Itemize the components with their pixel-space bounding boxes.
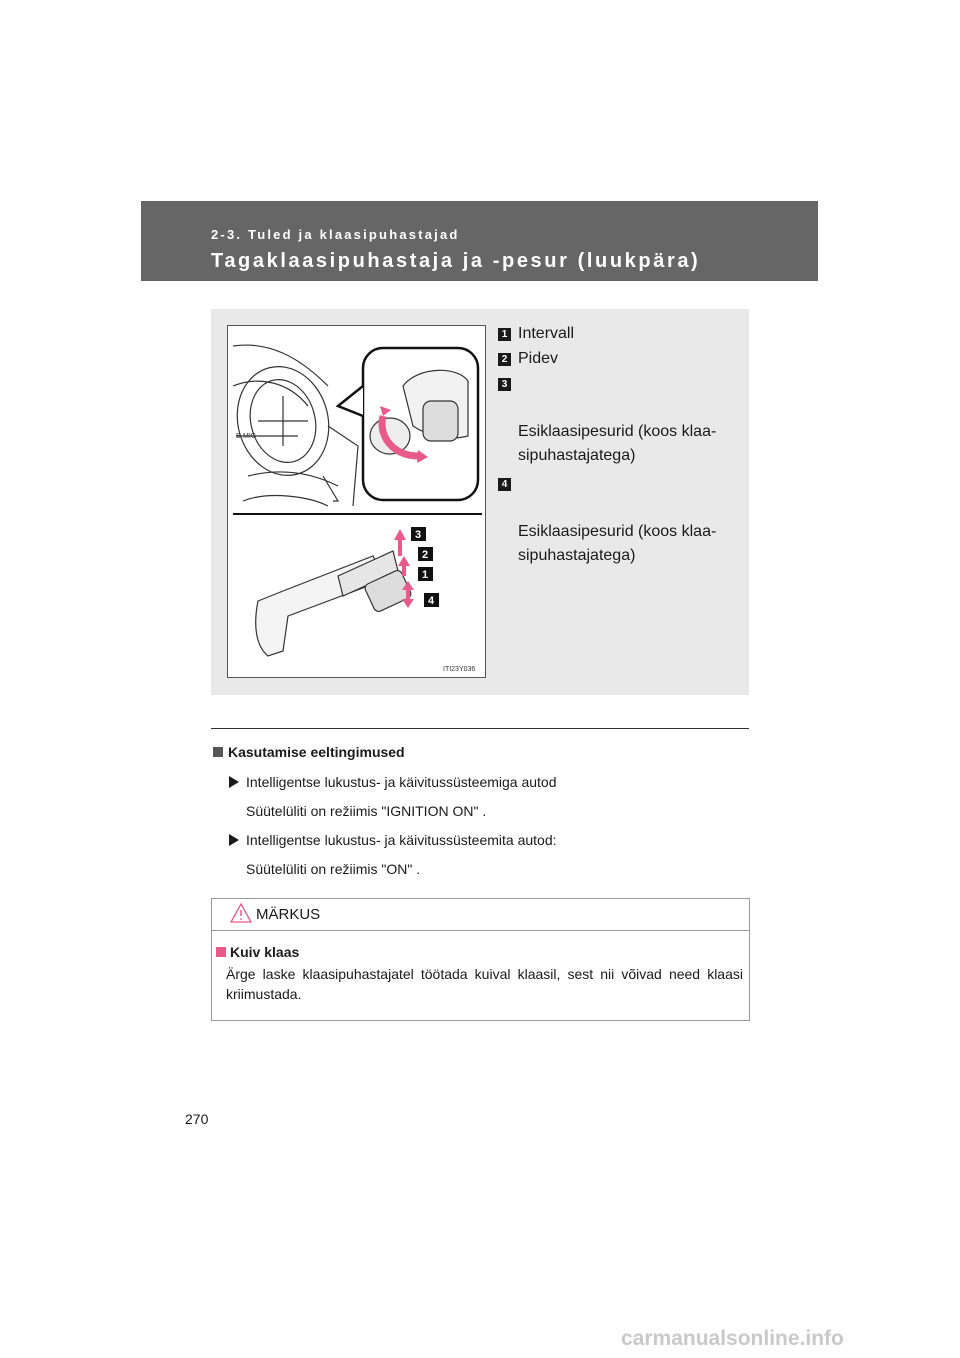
watermark: carmanualsonline.info xyxy=(621,1327,844,1350)
section-header xyxy=(141,201,818,281)
callout-label: 3 xyxy=(415,529,422,541)
condition-detail xyxy=(213,859,749,879)
square-bullet-icon xyxy=(216,947,226,957)
condition-detail-text: Süütelüliti on režiimis "ON" . xyxy=(246,861,421,877)
condition-item xyxy=(213,830,749,850)
legend-item xyxy=(498,322,738,346)
condition-item xyxy=(213,772,749,792)
conditions-title: Kasutamise eeltingimused xyxy=(228,744,405,760)
divider-line xyxy=(211,728,749,729)
notice-subheading xyxy=(216,942,743,962)
page-title: Tagaklaasipuhastaja ja -pesur (luukpära) xyxy=(211,250,701,272)
number-4-icon: 4 xyxy=(498,478,511,491)
callout-label: 4 xyxy=(428,595,435,607)
legend-item xyxy=(498,472,738,568)
page-number: 270 xyxy=(185,1111,209,1127)
legend-text: Esiklaasipesurid (koos klaa- sipuhastajatega) xyxy=(518,523,717,564)
conditions-section xyxy=(213,742,749,888)
condition-detail-text: Süütelüliti on režiimis "IGNITION ON" . xyxy=(246,803,487,819)
condition-label: Intelligentse lukustus- ja käivitussüsteemita autod: xyxy=(246,832,557,848)
legend-item xyxy=(498,347,738,371)
condition-detail xyxy=(213,801,749,821)
illustration-drawing xyxy=(228,326,487,679)
number-2-icon: 2 xyxy=(498,353,511,366)
notice-header xyxy=(212,899,749,931)
notice-text: Ärge laske klaasipuhastajatel töötada kuival klaasil, sest nii võivad need klaasi kriimustada. xyxy=(226,966,743,1002)
legend-item xyxy=(498,372,738,468)
callout-label: 2 xyxy=(422,549,429,561)
condition-label: Intelligentse lukustus- ja käivitussüsteemiga autod xyxy=(246,774,557,790)
notice-subtitle: Kuiv klaas xyxy=(230,944,300,960)
notice-body xyxy=(212,931,749,1004)
legend-text: Pidev xyxy=(518,350,559,367)
conditions-heading xyxy=(213,742,749,762)
figure-code: ITI23Y036 xyxy=(443,666,476,673)
wiper-lever-illustration xyxy=(227,325,486,678)
section-label: 2-3. Tuled ja klaasipuhastajad xyxy=(211,227,460,242)
square-bullet-icon xyxy=(213,747,223,757)
warning-triangle-icon xyxy=(230,902,252,924)
legend-text: Intervall xyxy=(518,325,575,342)
legend-text: Esiklaasipesurid (koos klaa- sipuhastajatega) xyxy=(518,423,717,464)
notice-box xyxy=(211,898,750,1021)
dash-label: B-MIG xyxy=(236,433,257,440)
number-3-icon: 3 xyxy=(498,378,511,391)
triangle-bullet-icon xyxy=(229,834,239,846)
triangle-bullet-icon xyxy=(229,776,239,788)
legend-list xyxy=(498,322,738,568)
notice-title: MÄRKUS xyxy=(256,906,321,923)
number-1-icon: 1 xyxy=(498,328,511,341)
callout-label: 1 xyxy=(422,569,429,581)
